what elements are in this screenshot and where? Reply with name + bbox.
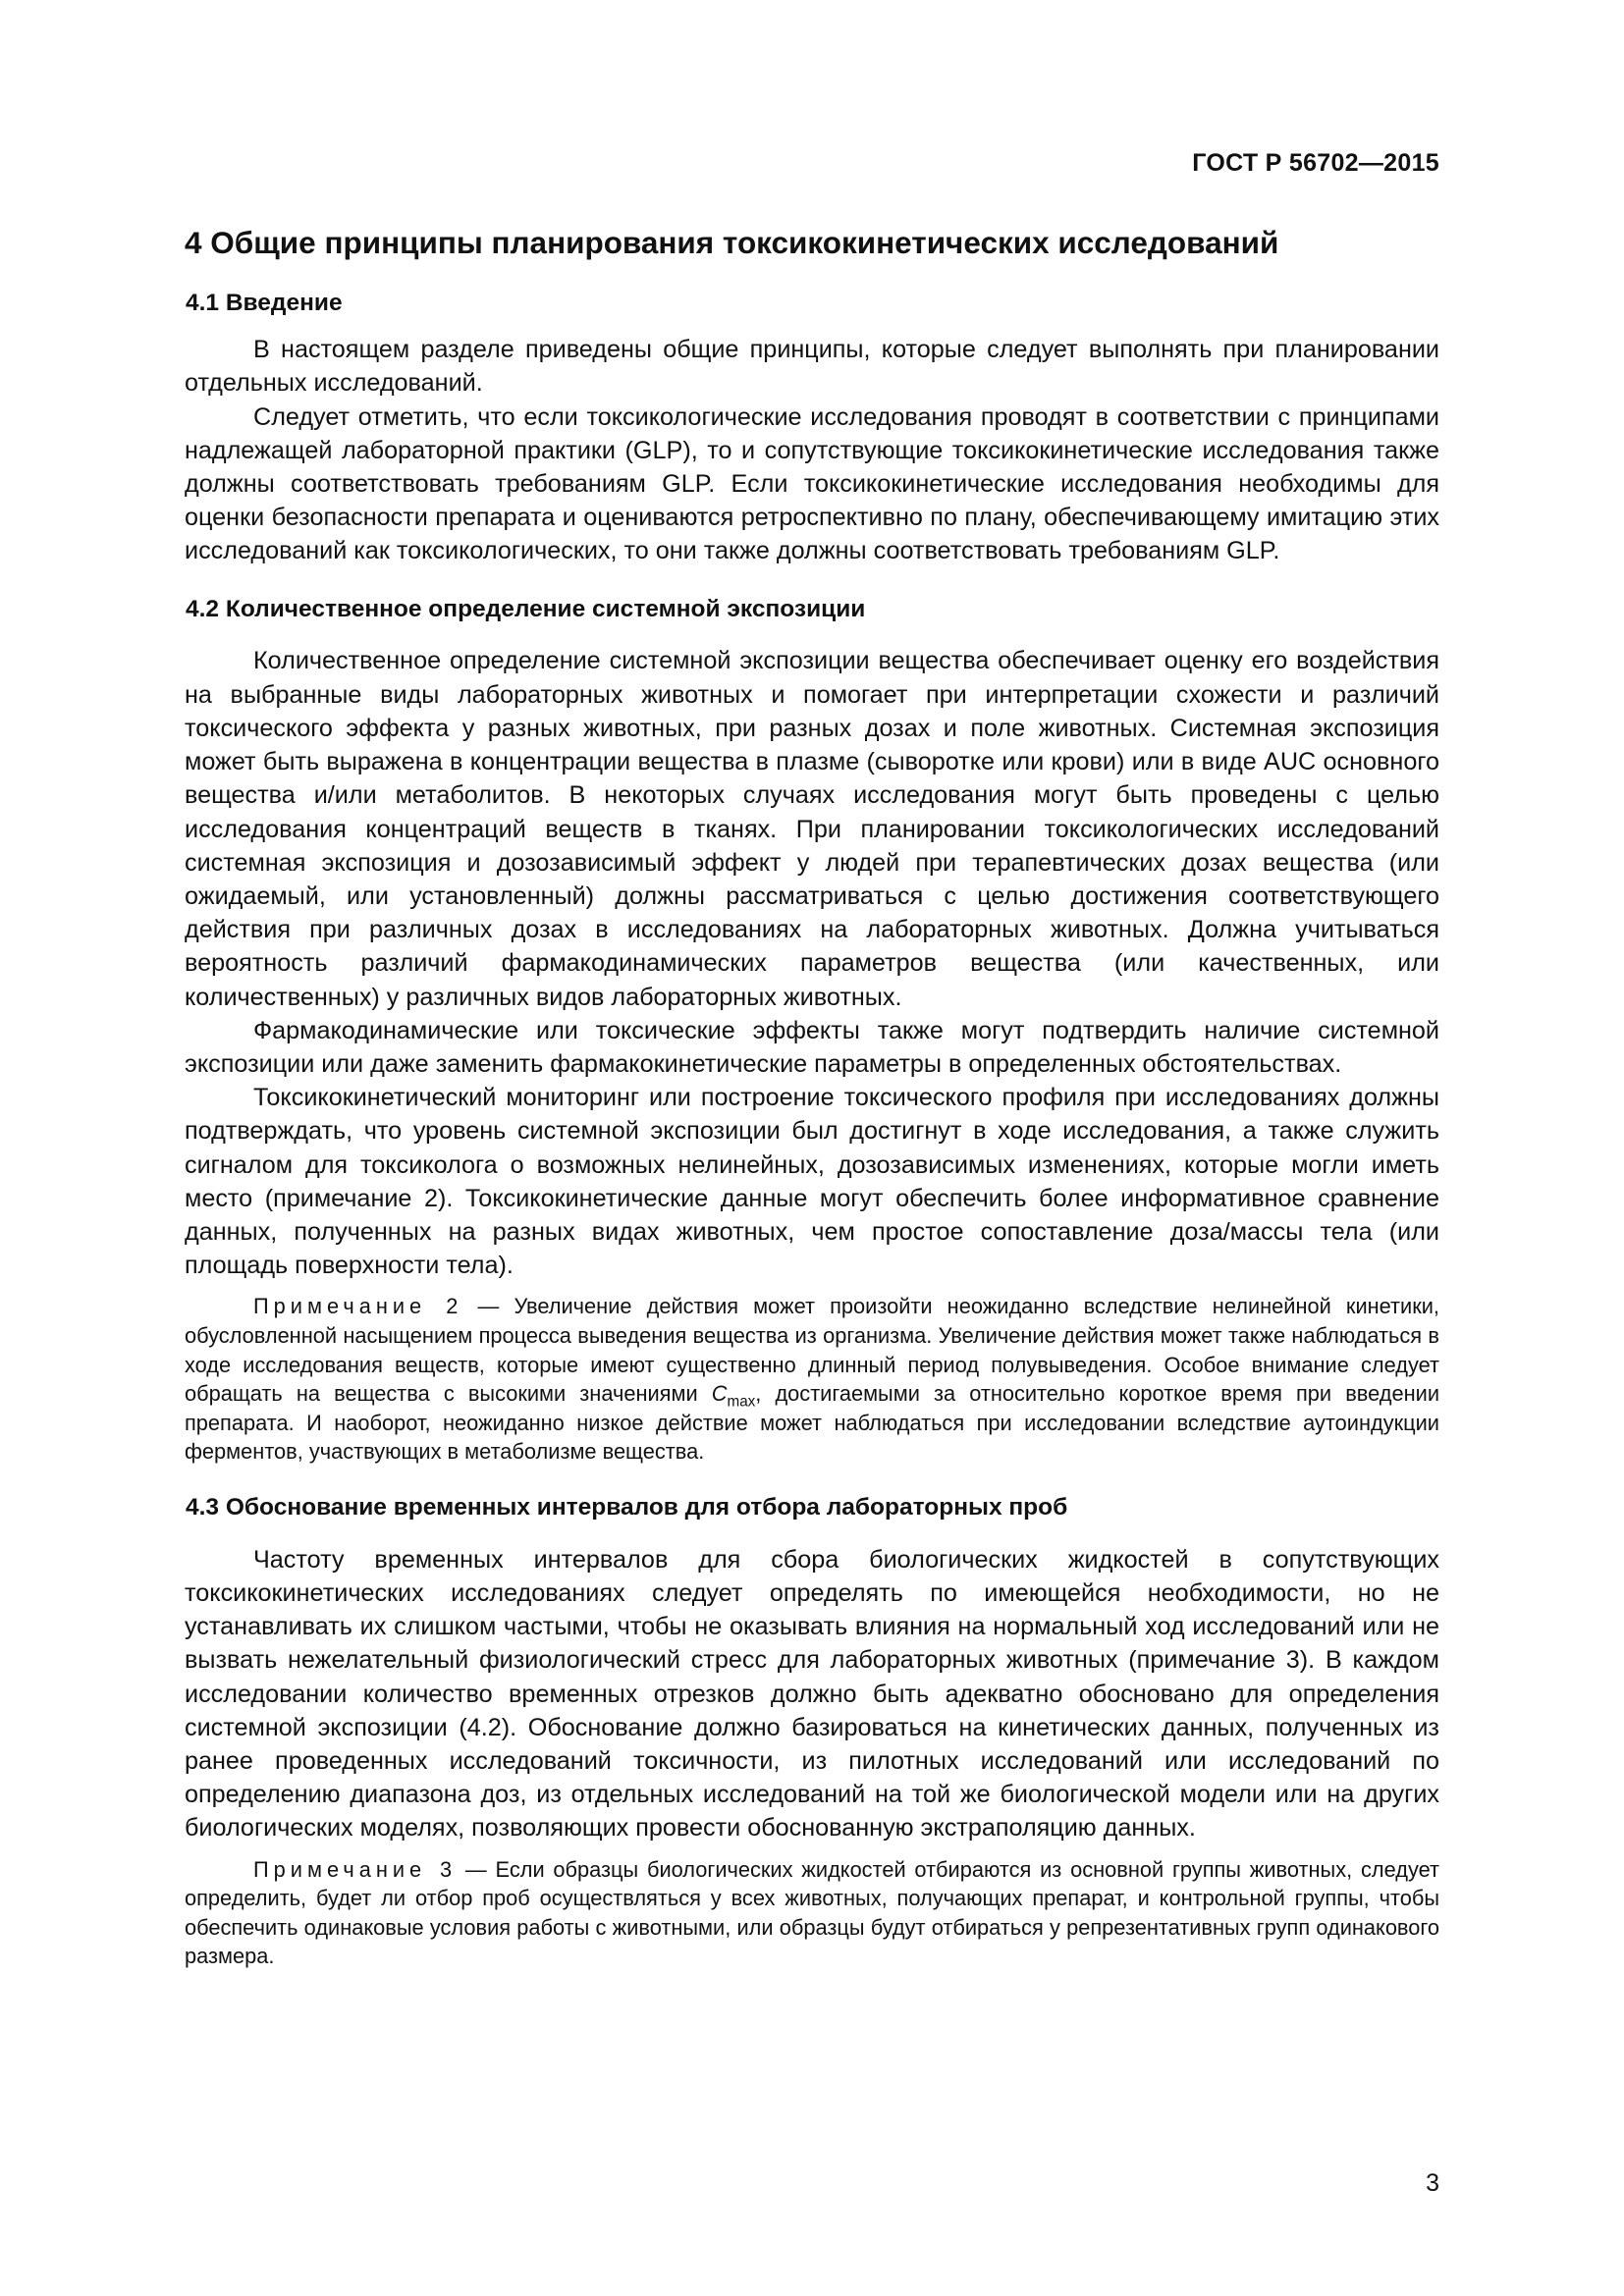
- section-4-2-paragraph-3: Токсикокинетический мониторинг или построение токсического профиля при исследованиях должны подтверждать, что уровень системной экспозиции был достигнут в ходе исследования, а также служить сигналом для токсиколога о возможных нелинейных, дозозависимых изменениях, которые могли иметь место (примечание 2). Токсикокинетические данные могут обеспечить более информативное сравнение данных, полученных на разных видах животных, чем простое сопоставление доза/массы тела (или площадь поверхности тела).: [185, 1084, 1439, 1280]
- page-number: 3: [1426, 2169, 1439, 2197]
- document-code: ГОСТ Р 56702—2015: [1192, 149, 1439, 177]
- note-3-label: Примечание 3: [253, 1856, 458, 1882]
- section-4-2-paragraph-2: Фармакодинамические или токсические эффекты также могут подтвердить наличие системной экспозиции или даже заменить фармакокинетические параметры в определенных обстоятельствах.: [185, 1016, 1439, 1078]
- section-4-1-paragraph-2: Следует отметить, что если токсикологические исследования проводят в соответствии с принципами надлежащей лабораторной практики (GLP), то и сопутствующие токсикокинетические исследования также должны соответствовать требованиям GLP. Если токсикокинетические исследования необходимы для оценки безопасности препарата и оцениваются ретроспективно по плану, обеспечивающему имитацию этих исследований как токсикологических, то они также должны соответствовать требованиям GLP.: [185, 402, 1439, 565]
- note-3: Примечание 3 — Если образцы биологических жидкостей отбираются из основной группы животных, следует определить, будет ли отбор проб осуществляться у всех животных, получающих препарат, и контрольной группы, чтобы обеспечить одинаковые условия работы с животными, или образцы будут отбираться у репрезентативных групп одинакового размера.: [185, 1856, 1439, 1969]
- section-4-title: 4 Общие принципы планирования токсикокинетических исследований: [185, 225, 1279, 260]
- section-4-1-paragraph-1: В настоящем разделе приведены общие принципы, которые следует выполнять при планировании отдельных исследований.: [185, 336, 1439, 398]
- section-4-2-paragraph-1: Количественное определение системной экспозиции вещества обеспечивает оценку его воздействия на выбранные виды лабораторных животных и помогает при интерпретации схожести и различий токсического эффекта у разных животных, при разных дозах и поле животных. Системная экспозиция может быть выражена в концентрации вещества в плазме (сыворотке или крови) или в виде AUC основного вещества и/или метаболитов. В некоторых случаях исследования могут быть проведены с целью исследования концентраций веществ в тканях. При планировании токсикологических исследований системная экспозиция и дозозависимый эффект у людей при терапевтических дозах вещества (или ожидаемый, или установленный) должны рассматриваться с целью достижения соответствующего действия при различных дозах в исследованиях на лабораторных животных. Должна учитываться вероятность различий фармакодинамических параметров вещества (или качественных, или количественных) у различных видов лабораторных животных.: [185, 647, 1439, 1011]
- page-content: [185, 224, 1439, 1971]
- section-4-1-title: 4.1 Введение: [186, 290, 343, 317]
- section-4-3-title: 4.3 Обоснование временных интервалов для отбора лабораторных проб: [186, 1493, 1068, 1521]
- cmax-symbol: C: [711, 1381, 728, 1407]
- section-4-3-paragraph-1: Частоту временных интервалов для сбора биологических жидкостей в сопутствующих токсикокинетических исследованиях следует определять по имеющейся необходимости, но не устанавливать их слишком частыми, чтобы не оказывать влияния на нормальный ход исследований или не вызвать нежелательный физиологический стресс для лабораторных животных (примечание 3). В каждом исследовании количество временных отрезков должно быть адекватно обосновано для определения системной экспозиции (4.2). Обоснование должно базироваться на кинетических данных, полученных из ранее проведенных исследований токсичности, из пилотных исследований или исследований по определению диапазона доз, из отдельных исследований на той же биологической модели или на других биологических моделях, позволяющих провести обоснованную экстраполяцию данных.: [185, 1545, 1439, 1842]
- note-2-label: Примечание 2: [253, 1294, 463, 1319]
- note-2: Примечание 2 — Увеличение действия может произойти неожиданно вследствие нелинейной кинетики, обусловленной насыщением процесса выведения вещества из организма. Увеличение действия может также наблюдаться в ходе исследования веществ, которые имеют существенно длинный период полувыведения. Особое внимание следует обращать на вещества с высокими значениями $C_{max}$, достигаемыми за относительно короткое время при введении препарата. И наоборот, неожиданно низкое действие может наблюдаться при исследовании вследствие аутоиндукции ферментов, участвующих в метаболизме вещества.: [185, 1294, 1439, 1465]
- section-4-2-title: 4.2 Количественное определение системной экспозиции: [186, 595, 866, 622]
